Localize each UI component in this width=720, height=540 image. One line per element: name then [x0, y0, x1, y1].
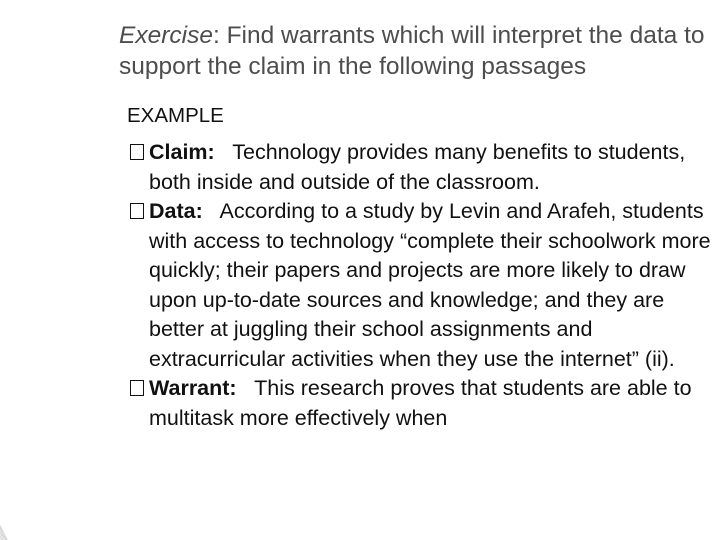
title-text: : Find warrants which will interpret the data to support the claim in the following passages [119, 22, 705, 80]
bullet-text: This research proves that students are able to multitask more effectively when [149, 376, 692, 430]
bullet-warrant [130, 374, 715, 433]
bullet-text: Technology provides many benefits to students, both inside and outside of the classroom. [149, 140, 686, 194]
bullet-box-icon [130, 144, 144, 160]
title-emphasis: Exercise [119, 22, 213, 49]
slide-subtitle: EXAMPLE [127, 104, 224, 127]
bullet-label: Warrant: [149, 376, 249, 400]
bullet-label: Data: [149, 199, 215, 223]
bullet-list [130, 138, 715, 433]
bullet-box-icon [130, 203, 144, 219]
bullet-label: Claim: [149, 140, 227, 164]
bullet-data [130, 197, 715, 374]
slide-title [119, 20, 709, 82]
bullet-claim [130, 138, 715, 197]
bullet-box-icon [130, 380, 144, 396]
bullet-text: According to a study by Levin and Arafeh, students with access to technology “complete their schoolwork more quickly; their papers and projects are more likely to draw upon up-to-date sources and knowledge; and they are better at juggling their school assignments and extracurricular activities when they use the internet” (ii). [149, 199, 711, 371]
